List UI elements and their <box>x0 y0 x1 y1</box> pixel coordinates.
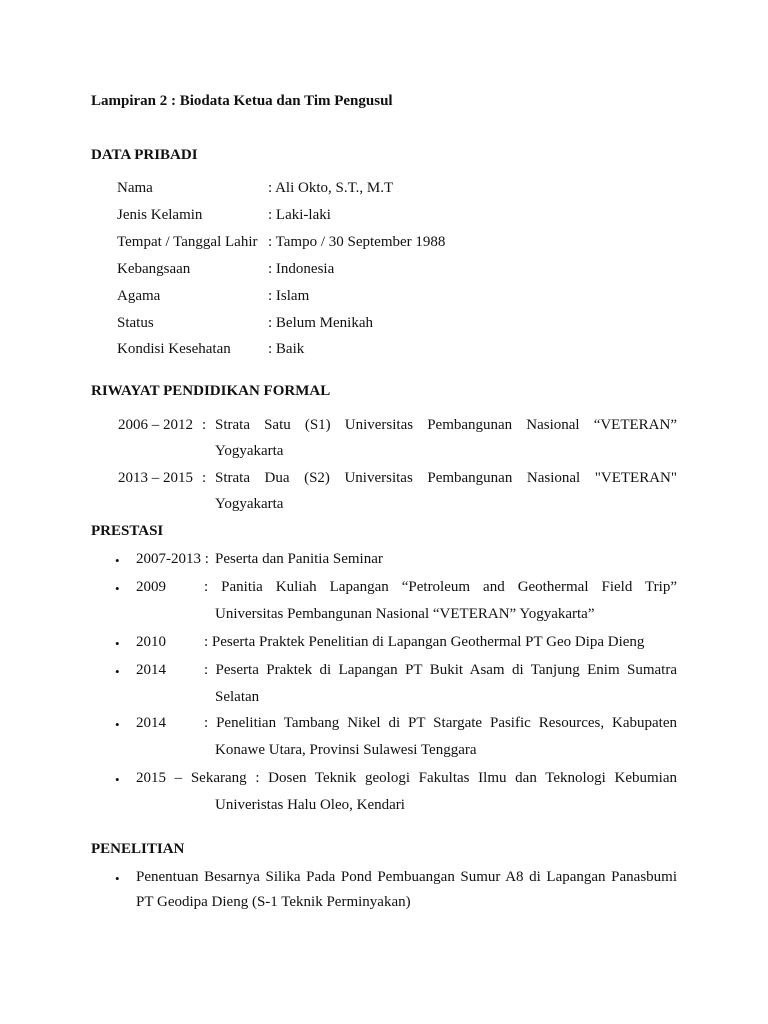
field-label-status: Status <box>117 315 154 331</box>
bullet-icon: • <box>115 553 120 568</box>
section-heading-prestasi: PRESTASI <box>91 523 164 539</box>
bullet-icon: • <box>115 772 120 787</box>
education-separator: : <box>202 417 207 433</box>
achievement-description-continued: Selatan <box>215 689 260 705</box>
achievement-year: 2014 <box>136 662 166 678</box>
achievement-year: 2010 <box>136 634 166 650</box>
field-label-kebangsaan: Kebangsaan <box>117 261 191 277</box>
bullet-icon: • <box>115 871 120 886</box>
bullet-icon: • <box>115 636 120 651</box>
achievement-description: Peserta dan Panitia Seminar <box>215 551 383 567</box>
education-degree: Strata Dua (S2) Universitas Pembangunan Nasional "VETERAN" <box>215 470 677 486</box>
achievement-description: 2015 – Sekarang : Dosen Teknik geologi Fakultas Ilmu dan Teknologi Kebumian <box>136 770 677 786</box>
education-degree-continued: Yogyakarta <box>215 443 284 459</box>
achievement-description: : Penelitian Tambang Nikel di PT Stargate Pasific Resources, Kabupaten <box>204 715 677 731</box>
achievement-year: 2009 <box>136 579 166 595</box>
achievement-description: : Panitia Kuliah Lapangan “Petroleum and Geothermal Field Trip” <box>204 579 677 595</box>
bullet-icon: • <box>115 581 120 596</box>
education-years: 2006 – 2012 <box>118 417 193 433</box>
research-title-continued: PT Geodipa Dieng (S-1 Teknik Perminyakan) <box>136 894 411 910</box>
field-label-tempat-tanggal-lahir: Tempat / Tanggal Lahir <box>117 234 258 250</box>
education-degree: Strata Satu (S1) Universitas Pembangunan Nasional “VETERAN” <box>215 417 677 433</box>
field-value-agama: : Islam <box>268 288 310 304</box>
field-value-status: : Belum Menikah <box>268 315 373 331</box>
research-title: Penentuan Besarnya Silika Pada Pond Pembuangan Sumur A8 di Lapangan Panasbumi <box>136 869 677 885</box>
achievement-year: 2014 <box>136 715 166 731</box>
bullet-icon: • <box>115 717 120 732</box>
page-title: Lampiran 2 : Biodata Ketua dan Tim Pengusul <box>91 93 393 109</box>
education-years: 2013 – 2015 <box>118 470 193 486</box>
achievement-year: 2007-2013 : <box>136 551 209 567</box>
field-value-kondisi-kesehatan: : Baik <box>268 341 305 357</box>
achievement-description: : Peserta Praktek Penelitian di Lapangan Geothermal PT Geo Dipa Dieng <box>204 634 645 650</box>
field-value-nama: : Ali Okto, S.T., M.T <box>268 180 394 196</box>
education-degree-continued: Yogyakarta <box>215 496 284 512</box>
bullet-icon: • <box>115 664 120 679</box>
achievement-description-continued: Univeristas Halu Oleo, Kendari <box>215 797 405 813</box>
field-label-jenis-kelamin: Jenis Kelamin <box>117 207 203 223</box>
field-label-kondisi-kesehatan: Kondisi Kesehatan <box>117 341 231 357</box>
achievement-description-continued: Konawe Utara, Provinsi Sulawesi Tenggara <box>215 742 477 758</box>
field-label-agama: Agama <box>117 288 161 304</box>
field-label-nama: Nama <box>117 180 153 196</box>
achievement-description-continued: Universitas Pembangunan Nasional “VETERAN” Yogyakarta” <box>215 606 595 622</box>
section-heading-penelitian: PENELITIAN <box>91 841 185 857</box>
section-heading-pendidikan: RIWAYAT PENDIDIKAN FORMAL <box>91 383 331 399</box>
field-value-kebangsaan: : Indonesia <box>268 261 335 277</box>
education-separator: : <box>202 470 207 486</box>
field-value-tempat-tanggal-lahir: : Tampo / 30 September 1988 <box>268 234 446 250</box>
section-heading-data-pribadi: DATA PRIBADI <box>91 147 198 163</box>
achievement-description: : Peserta Praktek di Lapangan PT Bukit Asam di Tanjung Enim Sumatra <box>204 662 677 678</box>
field-value-jenis-kelamin: : Laki-laki <box>268 207 331 223</box>
